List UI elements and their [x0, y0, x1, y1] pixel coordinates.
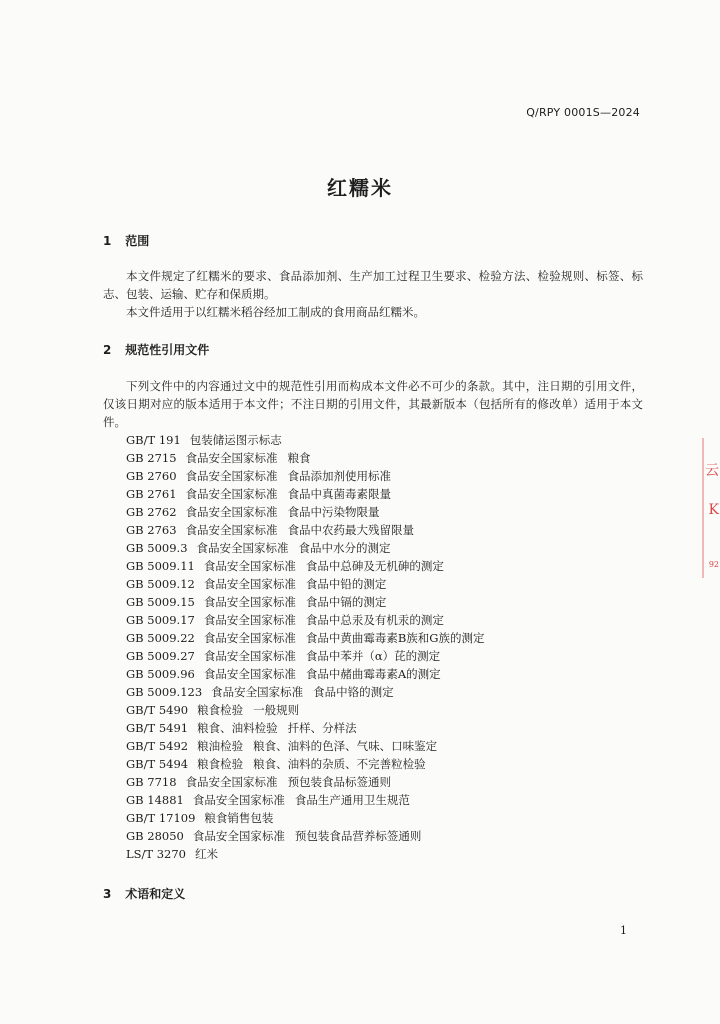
- reference-title: 食品中黄曲霉毒素B族和G族的测定: [305, 631, 485, 645]
- reference-code: GB/T 5494: [126, 757, 189, 771]
- reference-group: 食品安全国家标准: [185, 523, 278, 537]
- normative-intro: 下列文件中的内容通过文中的规范性引用而构成本文件必不可少的条款。其中，注日期的引用文件，仅该日期对应的版本适用于本文件；不注日期的引用文件，其最新版本（包括所有的修改单）适用于本文件。: [103, 379, 643, 429]
- reference-item: [126, 539, 485, 557]
- reference-code: GB 5009.22: [126, 631, 195, 645]
- reference-title: 食品中农药最大残留限量: [287, 523, 415, 537]
- reference-group: 粮食销售包装: [204, 811, 274, 825]
- reference-group: 食品安全国家标准: [185, 775, 278, 789]
- reference-title: 扦样、分样法: [287, 721, 357, 735]
- reference-item: [126, 485, 485, 503]
- reference-item: [126, 809, 485, 827]
- scope-paragraph-2: 本文件适用于以红糯米稻谷经加工制成的食用商品红糯米。: [126, 305, 425, 319]
- section-heading-normative: [103, 341, 209, 358]
- reference-group: 粮食检验: [197, 757, 244, 771]
- reference-item: [126, 431, 485, 449]
- reference-item: [126, 467, 485, 485]
- reference-code: GB 2761: [126, 487, 177, 501]
- section-heading-scope: [103, 232, 149, 249]
- reference-code: GB 2760: [126, 469, 177, 483]
- stamp-char: 云: [705, 463, 719, 479]
- reference-title: 食品中苯并（α）芘的测定: [305, 649, 441, 663]
- reference-title: 食品中铅的测定: [305, 577, 387, 591]
- reference-item: [126, 791, 485, 809]
- reference-group: 食品安全国家标准: [211, 685, 304, 699]
- standard-code: Q/RPY 0001S—2024: [526, 106, 640, 119]
- reference-title: 一般规则: [253, 703, 300, 717]
- page-number: 1: [620, 924, 627, 937]
- reference-group: 粮油检验: [197, 739, 244, 753]
- reference-title: 粮食: [287, 451, 311, 465]
- reference-code: GB 2762: [126, 505, 177, 519]
- reference-code: GB/T 17109: [126, 811, 196, 825]
- reference-item: [126, 629, 485, 647]
- scope-paragraph-1: 本文件规定了红糯米的要求、食品添加剂、生产加工过程卫生要求、检验方法、检验规则、标签、标志、包装、运输、贮存和保质期。: [103, 269, 643, 301]
- reference-item: [126, 611, 485, 629]
- reference-list: [126, 431, 485, 863]
- reference-group: 粮食、油料检验: [197, 721, 278, 735]
- reference-title: 食品中总汞及有机汞的测定: [305, 613, 444, 627]
- reference-item: [126, 683, 485, 701]
- reference-item: [126, 449, 485, 467]
- reference-group: 食品安全国家标准: [185, 469, 278, 483]
- reference-code: GB 28050: [126, 829, 184, 843]
- reference-group: 食品安全国家标准: [203, 595, 296, 609]
- reference-group: 食品安全国家标准: [203, 577, 296, 591]
- reference-item: [126, 773, 485, 791]
- reference-group: 食品安全国家标准: [192, 793, 285, 807]
- reference-group: 包装储运图示标志: [189, 433, 282, 447]
- reference-group: 红米: [194, 847, 218, 861]
- reference-code: GB 14881: [126, 793, 184, 807]
- reference-code: GB 5009.15: [126, 595, 195, 609]
- section-title: 规范性引用文件: [125, 343, 210, 357]
- reference-code: GB 7718: [126, 775, 177, 789]
- reference-group: 粮食检验: [197, 703, 244, 717]
- stamp-char: 92: [708, 560, 719, 569]
- document-title: 红糯米: [327, 176, 393, 200]
- reference-title: 食品中总砷及无机砷的测定: [305, 559, 444, 573]
- reference-title: 食品中水分的测定: [298, 541, 391, 555]
- reference-code: GB 2715: [126, 451, 177, 465]
- reference-title: 预包装食品标签通则: [287, 775, 392, 789]
- reference-item: [126, 503, 485, 521]
- reference-group: 食品安全国家标准: [185, 451, 278, 465]
- reference-group: 食品安全国家标准: [185, 487, 278, 501]
- reference-code: GB 5009.27: [126, 649, 195, 663]
- reference-code: GB 2763: [126, 523, 177, 537]
- reference-item: [126, 719, 485, 737]
- reference-item: [126, 755, 485, 773]
- reference-group: 食品安全国家标准: [196, 541, 289, 555]
- section-title: 范围: [125, 234, 150, 248]
- stamp-char: K: [708, 502, 719, 518]
- reference-group: 食品安全国家标准: [203, 631, 296, 645]
- reference-group: 食品安全国家标准: [203, 613, 296, 627]
- reference-code: GB 5009.11: [126, 559, 195, 573]
- reference-title: 预包装食品营养标签通则: [294, 829, 422, 843]
- reference-group: 食品安全国家标准: [192, 829, 285, 843]
- section-number: 2: [103, 343, 112, 357]
- reference-code: GB/T 5492: [126, 739, 189, 753]
- reference-code: GB 5009.123: [126, 685, 203, 699]
- reference-title: 食品中污染物限量: [287, 505, 380, 519]
- reference-item: [126, 557, 485, 575]
- reference-item: [126, 827, 485, 845]
- reference-title: 食品生产通用卫生规范: [294, 793, 410, 807]
- red-seal-stamp: [702, 438, 720, 578]
- reference-item: [126, 521, 485, 539]
- reference-title: 粮食、油料的杂质、不完善粒检验: [253, 757, 426, 771]
- reference-code: GB 5009.17: [126, 613, 195, 627]
- reference-group: 食品安全国家标准: [203, 667, 296, 681]
- reference-code: GB/T 5491: [126, 721, 189, 735]
- reference-title: 食品中真菌毒素限量: [287, 487, 392, 501]
- section-title: 术语和定义: [125, 887, 186, 901]
- reference-title: 食品添加剂使用标准: [287, 469, 392, 483]
- reference-code: GB/T 5490: [126, 703, 189, 717]
- reference-item: [126, 593, 485, 611]
- reference-title: 粮食、油料的色泽、气味、口味鉴定: [253, 739, 438, 753]
- reference-code: GB 5009.96: [126, 667, 195, 681]
- reference-item: [126, 737, 485, 755]
- reference-code: LS/T 3270: [126, 847, 186, 861]
- reference-code: GB 5009.3: [126, 541, 188, 555]
- reference-group: 食品安全国家标准: [185, 505, 278, 519]
- reference-group: 食品安全国家标准: [203, 559, 296, 573]
- reference-title: 食品中镉的测定: [305, 595, 387, 609]
- reference-item: [126, 665, 485, 683]
- reference-code: GB 5009.12: [126, 577, 195, 591]
- section-number: 3: [103, 887, 112, 901]
- reference-item: [126, 647, 485, 665]
- reference-code: GB/T 191: [126, 433, 181, 447]
- reference-group: 食品安全国家标准: [203, 649, 296, 663]
- reference-title: 食品中铬的测定: [313, 685, 394, 699]
- reference-item: [126, 845, 485, 863]
- reference-item: [126, 575, 485, 593]
- reference-title: 食品中赭曲霉毒素A的测定: [305, 667, 441, 681]
- section-heading-terms: [103, 885, 185, 902]
- section-number: 1: [103, 234, 112, 248]
- reference-item: [126, 701, 485, 719]
